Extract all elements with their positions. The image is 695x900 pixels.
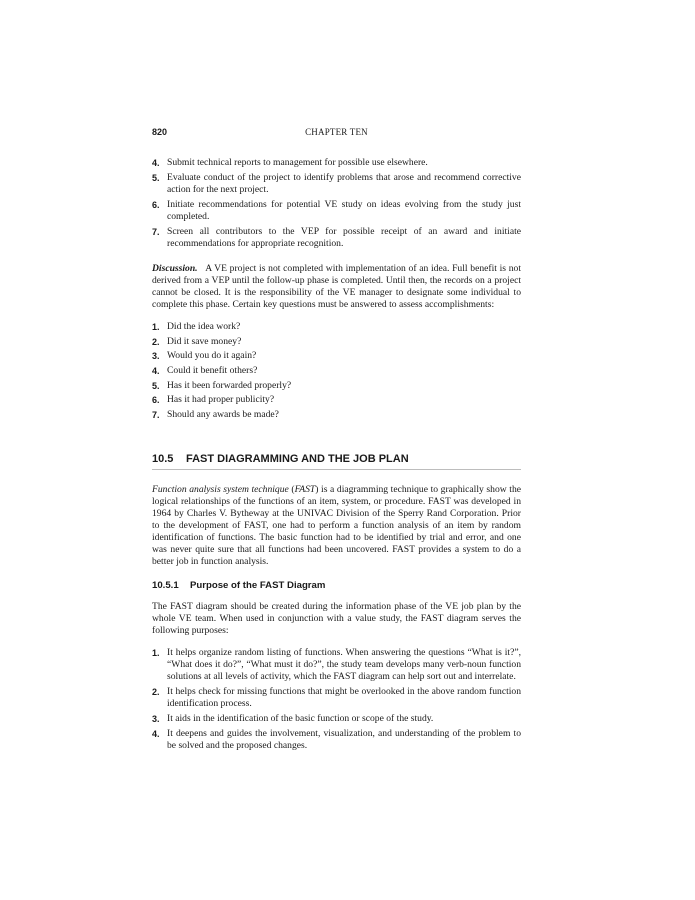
list-item-text: Should any awards be made? bbox=[167, 409, 279, 421]
running-head bbox=[152, 126, 521, 140]
list-item bbox=[152, 365, 521, 377]
chapter-title: CHAPTER TEN bbox=[305, 127, 368, 137]
list-item-text: Did the idea work? bbox=[167, 321, 241, 332]
list-item-number: 4. bbox=[152, 366, 160, 377]
list-item-text: Would you do it again? bbox=[167, 350, 257, 362]
list-item-number: 2. bbox=[152, 336, 160, 347]
list-item-text: Has it had proper publicity? bbox=[167, 394, 275, 406]
list-item-text: Initiate recommendations for potential VE study on ideas evolving from the study just completed. bbox=[167, 199, 521, 222]
book-page bbox=[152, 126, 521, 755]
section-number: 10.5 bbox=[152, 452, 174, 465]
list-item bbox=[152, 321, 521, 333]
list-item-number: 1. bbox=[152, 647, 160, 658]
list-item-number: 5. bbox=[152, 173, 160, 183]
subsection-title: Purpose of the FAST Diagram bbox=[190, 579, 326, 591]
list-item-number: 3. bbox=[152, 713, 160, 724]
questions-list bbox=[152, 321, 521, 421]
list-item bbox=[152, 728, 521, 752]
list-item-number: 4. bbox=[152, 728, 160, 739]
list-item bbox=[152, 686, 521, 710]
list-item-text: It aids in the identification of the basic function or scope of the study. bbox=[167, 712, 434, 724]
list-item bbox=[152, 409, 521, 421]
section-heading bbox=[152, 452, 521, 470]
list-item bbox=[152, 157, 521, 169]
list-item-number: 7. bbox=[152, 227, 160, 237]
purposes-list bbox=[152, 647, 521, 752]
list-item-text: Could it benefit others? bbox=[167, 365, 258, 377]
list-item-number: 6. bbox=[152, 395, 160, 406]
list-item-text: Did it save money? bbox=[167, 335, 242, 347]
list-item bbox=[152, 647, 521, 683]
list-item bbox=[152, 713, 521, 725]
list-item-text: Submit technical reports to management for possible use elsewhere. bbox=[167, 157, 428, 168]
list-item-number: 6. bbox=[152, 200, 160, 210]
list-item-number: 7. bbox=[152, 410, 160, 421]
list-item-text: Has it been forwarded properly? bbox=[167, 379, 292, 391]
list-item bbox=[152, 336, 521, 348]
list-item bbox=[152, 350, 521, 362]
list-item bbox=[152, 199, 521, 223]
list-item-text: It deepens and guides the involvement, visualization, and understanding of the problem to be solved and the proposed changes. bbox=[167, 727, 521, 751]
list-item-text: It helps organize random listing of functions. When answering the questions “What is it?”, “What does it do?”, “What must it do?”, the study team develops many verb-noun function solutions at all levels of activity, which the FAST diagram can help sort out and interrelate. bbox=[167, 646, 521, 682]
list-item bbox=[152, 226, 521, 250]
list-item-text: Screen all contributors to the VEP for possible receipt of an award and initiate recommendations for appropriate recognition. bbox=[167, 226, 521, 249]
list-item-number: 4. bbox=[152, 158, 160, 168]
list-item-number: 2. bbox=[152, 686, 160, 697]
subsection-heading bbox=[152, 580, 521, 592]
section-title: FAST DIAGRAMMING AND THE JOB PLAN bbox=[186, 452, 409, 465]
list-item bbox=[152, 172, 521, 196]
discussion-label: Discussion. bbox=[152, 263, 198, 274]
page-number: 820 bbox=[152, 127, 168, 137]
list-item-number: 3. bbox=[152, 351, 160, 362]
list-item-number: 5. bbox=[152, 380, 160, 391]
follow-up-list bbox=[152, 157, 521, 250]
fast-intro-text: ) is a diagramming technique to graphically show the logical relationships of the functions of an item, system, or procedure. FAST was developed in 1964 by Charles V. Bytheway at the UNIVAC Division of the Sperry Rand Corporation. Prior to the development of FAST, one had to perform a function analysis of an item by random identification of functions. The basic function had to be identified by trial and error, and one was never quite sure that all functions had been uncovered. FAST provides a system to do a better job in function analysis. bbox=[152, 483, 522, 567]
subsection-number: 10.5.1 bbox=[152, 579, 179, 591]
discussion-text: A VE project is not completed with implementation of an idea. Full benefit is not derived from a VEP until the follow-up phase is completed. Until then, the records on a project cannot be closed. It is the responsibility of the VE manager to designate some individual to complete this phase. Certain key questions must be answered to assess accomplishments: bbox=[152, 263, 522, 310]
purpose-intro-paragraph: The FAST diagram should be created during the information phase of the VE job plan by the whole VE team. When used in conjunction with a value study, the FAST diagram serves the following purposes: bbox=[152, 600, 521, 636]
list-item bbox=[152, 380, 521, 392]
list-item bbox=[152, 394, 521, 406]
list-item-text: Evaluate conduct of the project to identify problems that arose and recommend corrective action for the next project. bbox=[167, 172, 521, 195]
fast-term: Function analysis system technique bbox=[152, 483, 289, 495]
list-item-number: 1. bbox=[152, 322, 160, 332]
fast-intro-paragraph: Function analysis system technique (FAST) is a diagramming technique to graphically show the logical relationships of the functions of an item, system, or procedure. FAST was developed in 1964 by Charles V. Bytheway at the UNIVAC Division of the Sperry Rand Corporation. Prior to the development of FAST, one had to perform a function analysis of an item by random identification of functions. The basic function had to be identified by trial and error, and one was never quite sure that all functions had been uncovered. FAST provides a system to do a better job in function analysis. bbox=[152, 483, 522, 567]
discussion-paragraph bbox=[152, 263, 521, 311]
fast-abbr: FAST bbox=[294, 483, 316, 495]
list-item-text: It helps check for missing functions that might be overlooked in the above random function identification process. bbox=[167, 685, 521, 709]
